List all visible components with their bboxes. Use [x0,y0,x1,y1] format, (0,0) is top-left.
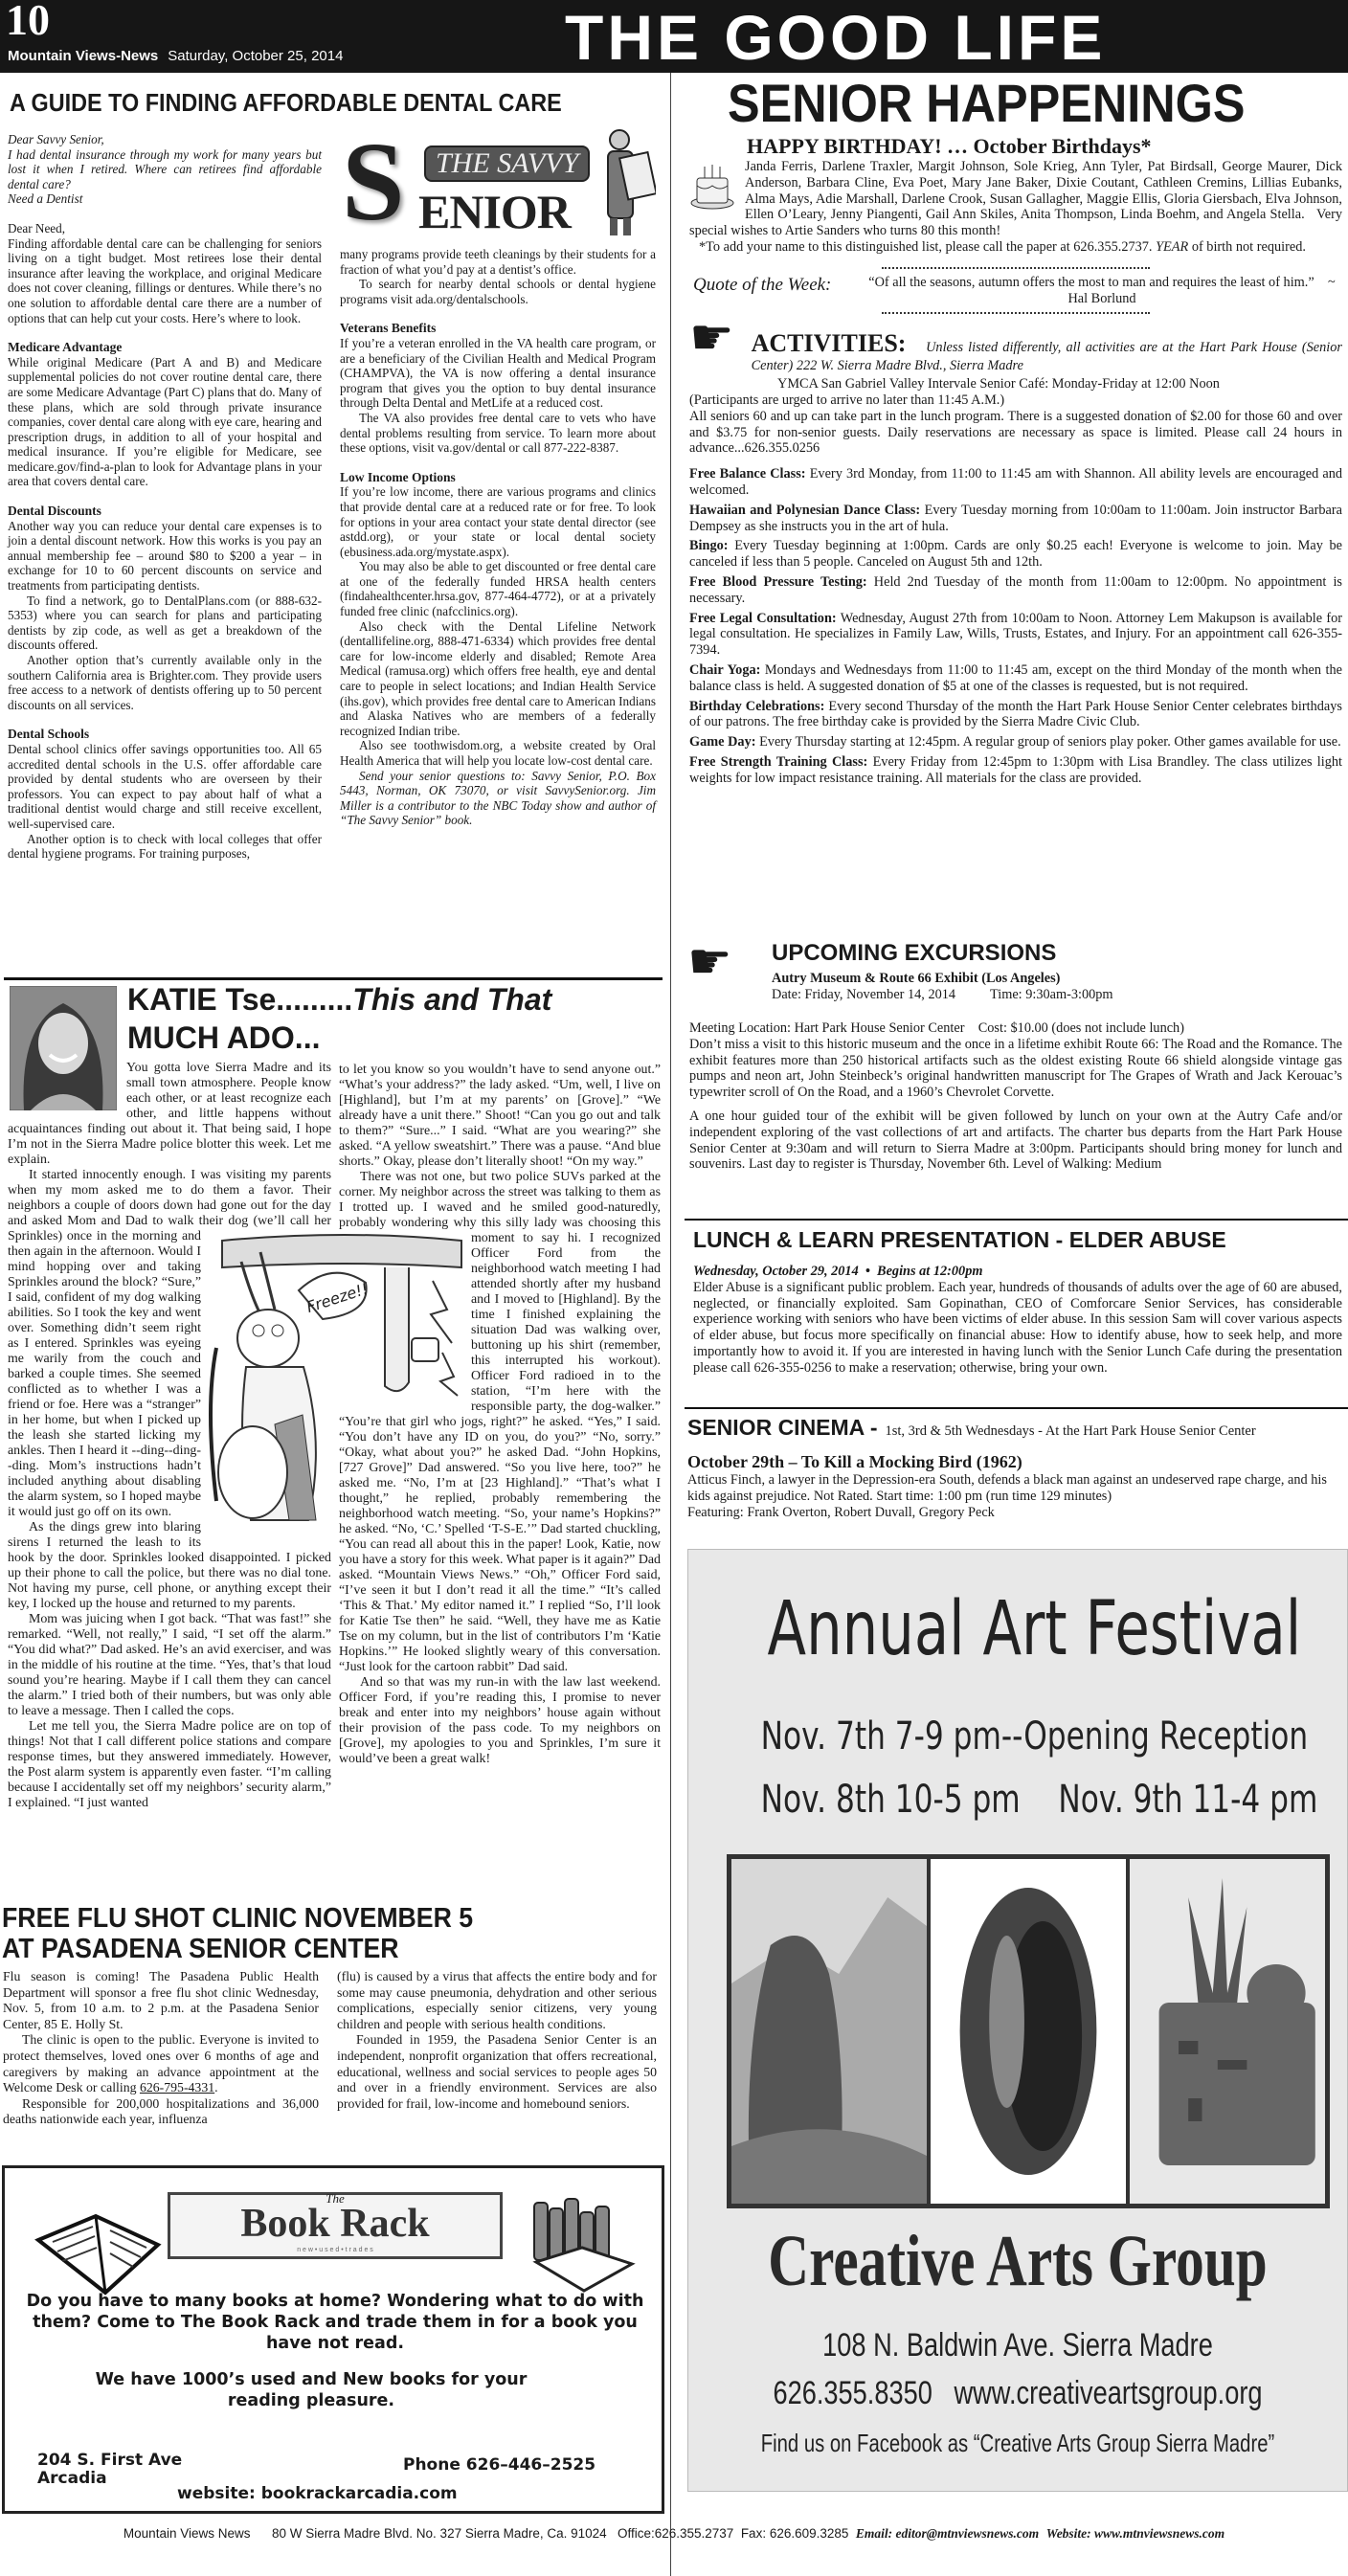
open-book-icon [34,2202,163,2297]
issue-date: Saturday, October 25, 2014 [168,48,344,64]
cinema-body [687,1451,1342,1520]
paragraph: to let you know so you wouldn’t have to send anyone out.” “What’s your address?” the lady asked. “Um, well, I live on [Highland], but I’m at my parents’ on [Grove].” “We already have a unit there.” Shoot! “Can you go out and talk to them?” “Sure...” I said. “What are you wearing?” she asked. “A yellow sweatshirt.” There was a pause. “And blue shorts.” Okay, please don’t literally shoot! “On my way.” [339,1063,661,1169]
excursion-details [689,1020,1342,1173]
activity-item [689,611,1342,659]
birthday-names: Janda Ferris, Darlene Traxler, Margit Johnson, Sole Krieg, Ann Tyler, Pat Birdsall, George Maurer, Dick Anderson, Barbara Cline, Eva Poet, Mary Jane Baker, Dixie Coutant, Cathleen Cremins, Lillias Eubanks, Alma Mays, Adie Marshall, Darlene Crook, Susan Gallagher, Maggie Ellis, Gloria Giersbach, Elva Johnson, Ellen O’Leary, Jenny Piangenti, Gail Ann Skiles, Anita Thompson, Linda Boehm, and Angela Stella. [745,159,1342,223]
activity-item [689,734,1342,750]
paragraph: To search for nearby dental schools or dental hygiene programs visit ada.org/dentalschools. [340,277,656,306]
activity-label: Chair Yoga: [689,661,761,678]
paragraph: To find a network, go to DentalPlans.com (or 888-632-5353) where you can search for plans and participating dentists by zip code, as well as get a breakdown of the discounts offered. [8,593,322,653]
art-festival-ad [687,1549,1348,2492]
paragraph: Another option is to check with local colleges that offer dental hygiene programs. For training purposes, [8,831,322,862]
paragraph-text: The clinic is open to the public. Everyone is invited to protect themselves, loved ones over 6 months of age and caregivers by making an advance appointment at the Welcome Desk or calling [3,2032,319,2095]
birthday-heading: HAPPY BIRTHDAY! … October Birthdays* [747,134,1152,158]
birthday-note-end: of birth not required. [1191,238,1306,255]
activity-text: Held 2nd Tuesday of the month from 11:00am to 12:00pm. No appointment is necessary. [689,573,1342,606]
paragraph: many programs provide teeth cleanings by their students for a fraction of what you’d pay at a dentist’s office. [340,247,656,277]
author-signoff: Send your senior questions to: Savvy Senior, P.O. Box 5443, Norman, OK 73070, or visit SavvySenior.org. Jim Miller is a contributor to the NBC Today show and author of “The Savvy Senior” book. [340,768,656,828]
dental-right-column [340,247,656,828]
activities-header [689,311,1342,374]
lunch-learn-heading: LUNCH & LEARN PRESENTATION - ELDER ABUSE [693,1227,1226,1252]
dental-article-title: A GUIDE TO FINDING AFFORDABLE DENTAL CARE [10,88,562,117]
letter-salutation: Dear Savvy Senior, [8,132,104,146]
address-line: 204 S. First Ave [37,2451,183,2470]
cinema-schedule: 1st, 3rd & 5th Wednesdays - At the Hart Park House Senior Center [885,1423,1256,1439]
paragraph: You may also be able to get discounted or free dental care at one of the federally funded HRSA health centers (findahealthcenter.hrsa.gov, 877-464-4772), or at a privately funded free clinic (nafcclinics.org). [340,559,656,619]
book-rack-ad [2,2165,664,2514]
section-title: THE GOOD LIFE [565,2,1107,73]
activity-label: Hawaiian and Polynesian Dance Class: [689,502,921,518]
paragraph: Let me tell you, the Sierra Madre police are on top of things! Not that I call different police stations and compare response times, but they answered immediately. However, the Post alarm system is apparently even faster. “I’m calling because I accidentally set off my neighbors’ security alarm,” I explained. “I just wanted [8,1719,331,1810]
footer-office: Office:626.355.2737 [617,2526,734,2541]
activity-label: Free Balance Class: [689,466,806,482]
ad-title: Annual Art Festival [767,1586,1302,1672]
birthday-note-emphasis: YEAR [1156,238,1189,255]
subheading-discounts: Dental Discounts [8,504,101,519]
book-rack-logo [168,2192,503,2259]
activity-text: Wednesday, August 27th from 10:00am to Noon. Attorney Lem Makupson is available for legal consultation. He specializes in Family Law, Wills, Trusts, Estates, and Injury. For an appointment call 626-355-7394. [689,610,1343,659]
paragraph: There was not one, but two police SUVs parked at the corner. My neighbor across the street was talking to them as I trotted up. I waved and he smiled good-naturedly, probably wondering why this silly lady was choosing this moment to say hi. I recognized Officer Ford from the neighborhood watch meeting I had attended shortly after my husband and I moved to [Highland]. By the time I finished explaining the situation Dad was walking over, buttoning up his shirt (remember, this interrupted his workout). Officer Ford radioed in to the station, “I’m here with the responsible party, the dog-walker.” “You’re that girl who jogs, right?” he asked. “Yes,” I said. “You don’t have any ID on you, do you?” “No, sorry.” “Okay, what about you?” he asked Dad. “John Hopkins, [727 Grove]” Dad answered. “So you live here, too?” he asked me. “No, I’m at [23 Highland].” “That’s what I thought,” he replied, probably remembering the neighborhood watch meeting. “So, your name’s Hopkins?” he asked. “No, ‘C.’ Spelled ‘T-S-E.’” Dad started chuckling, “You can read all about this in the paper! Look, Katie, now you have a story for this week. What paper is it again?” Dad asked. “Mountain Views News.” “Oh,” Officer Ford said, “I’ve seen it but I don’t read it all the time.” “It’s called ‘This & That.’ My editor named it.” I replied “So, I’ll look for Katie Tse then” he said. “Well, they have me as Katie Tse on my column, but in the list of contributors I’m ‘Katie Hopkins.’” He looked slightly weary of this conversation. “Just look for the cartoon rabbit” Dad said. [339,1170,661,1674]
activities-location: Unless listed differently, all activities are at the Hart Park House (Senior Center) 222 W. Sierra Madre Blvd., Sierra Madre [751,340,1342,374]
footer-email[interactable]: Email: editor@mtnviewsnews.com [855,2526,1040,2541]
landscape-painting-image [731,1859,927,2204]
quote-of-week [689,275,1342,307]
store-website[interactable]: website: bookrackarcadia.com [177,2484,458,2503]
film-cast: Featuring: Frank Overton, Robert Duvall, Gregory Peck [687,1504,995,1520]
stacked-books-icon [527,2195,640,2298]
film-description: Atticus Finch, a lawyer in the Depression-era South, defends a black man against an undeserved rape charge, and his kids against prejudice. Not Rated. Start time: 1:00 pm (run time 129 minutes) [687,1472,1327,1504]
paragraph: Don’t miss a visit to this historic museum and the once in a lifetime exhibit Route 66: The Road and the Romance. The exhibit features more than 250 historical artifacts such as the oldest existing Route 66 shield alongside vintage gas pumps and neon art, John Steinbeck’s original handwritten manuscript for The Grapes of Wrath and Jack Kerouac’s typewriter scroll of On the Road, and a 1960’s Chevrolet Corvette. [689,1036,1342,1101]
excursion-time: Time: 9:30am-3:00pm [990,986,1113,1002]
facebook-note: Find us on Facebook as “Creative Arts Group Sierra Madre” [760,2429,1275,2457]
activity-label: Free Blood Pressure Testing: [689,573,867,590]
subheading-schools: Dental Schools [8,727,90,742]
flu-left-column [3,1969,319,2128]
paragraph: Mom was juicing when I got back. “That was fast!” she remarked. “Well, not really,” I said, “I set off the alarm.” “You did what?” Dad asked. He’s an avid exerciser, and was in the middle of his routine at the time. “Yes, that’s that loud sound you’re hearing. Maybe if I call them they can cancel the alarm.” I tried both of their numbers, but was only able to leave a message. Then I called the cops. [8,1612,331,1718]
rabbit-cartoon [203,1233,465,1543]
paragraph: While original Medicare (Part A and B) and Medicare supplemental policies do not cover routine dental care, there are some Medicare Advantage (Part C) plans that do. Many of these plans, which are sold through private insurance companies, cover dental care along with eye care, hearing and prescription drugs, in addition to all of your hospital and medical insurance. If you’re eligible for Medicare, see medicare.gov/find-a-plan to look for Advantage plans in your area that covers dental care. [8,354,322,489]
store-phone: Phone 626–446–2525 [403,2455,596,2475]
section-rule [685,1219,1348,1221]
section-rule [685,1407,1348,1409]
dotted-separator [882,312,1150,314]
senior-happenings-title: SENIOR HAPPENINGS [728,73,1246,133]
column-name: This and That [352,982,552,1017]
paragraph: Another option that’s currently available only in the southern California area is Brighter.com. They provide users free access to a network of dentists offering up to 50 percent discounts on all services. [8,653,322,712]
organization-name: Creative Arts Group [768,2221,1268,2301]
meeting-location: Meeting Location: Hart Park House Senior Center [689,1020,965,1036]
special-wishes: Very special wishes to Artie Sanders who turns 80 this month! [689,207,1342,239]
activity-item [689,574,1342,607]
pointing-hand-icon: ☛ [687,935,732,990]
paragraph: The VA also provides free dental care to vets who have dental problems resulting from service. To learn more about these options, visit va.gov/dental or call 877-222-8387. [340,410,656,456]
paragraph: Also check with the Dental Lifeline Network (dentallifeline.org, 888-471-6334) which provides free dental care for low-income elderly and disabled; Remote Area Medical (ramusa.org) which offers free health, eye and dental care to people in select locations; and Indian Health Service (ihs.gov), which provides free dental care to American Indians and Alaska Natives who are members of a federally recognized Indian tribe. [340,618,656,738]
footer-website[interactable]: Website: www.mtnviewsnews.com [1045,2526,1225,2541]
paragraph: Also see toothwisdom.org, a website created by Oral Health America that will help you locate low-cost dental care. [340,738,656,768]
column-author: KATIE Tse......... [127,982,353,1017]
rabbit-alarm-cartoon-icon [203,1233,465,1543]
section-rule [4,977,663,980]
birthday-cake-icon [689,157,735,211]
dotted-separator [882,267,1150,269]
page-number: 10 [6,0,50,44]
logo-letter: S [342,119,405,244]
paragraph: Elder Abuse is a significant public problem. Each year, hundreds of thousands of adults over the age of 60 are abused, neglected, or financially exploited. Sam Gopinathan, CEO of Comforcare Senior Services, has considerable experience working with seniors who have been victims of elder abuse. In this session Sam will cover various aspects of elder abuse, but focus more specifically on financial abuse: How to identify abuse, how to seek help, and more importantly how to avoid it. If you are interested in having lunch with the Senior Lunch Cafe during the presentation please call 626-355-0256 to make a reservation; otherwise, bring your own. [693,1279,1342,1376]
paragraph: And so that was my run-in with the law last weekend. Officer Ford, if you’re reading this, I promise to never break and enter into my neighbors’ house again without their provision of the pass code. To my neighbors on [Grove], my apologies to you and Sprinkles, I’m sure it would’ve been a great walk! [339,1675,661,1766]
column-divider [670,73,671,2576]
activity-item [689,466,1342,499]
excursion-name: Autry Museum & Route 66 Exhibit (Los Angeles) [772,971,1061,986]
excursion-date: Date: Friday, November 14, 2014 [772,986,956,1002]
column-title [127,982,551,1018]
paragraph: It started innocently enough. I was visiting my parents when my mom asked me to do them a favor. Their neighbors a couple of doors down had gone out for the day and asked Mom and Dad to walk their dog (we’ll call her Sprinkles) once in the morning and then again in the afternoon. Would I mind hopping over and taking Sprinkles around the block? “Sure,” I said, confident of my dog walking abilities. So I took the key and went over. Something didn’t seem right as I entered. Sprinkles was eyeing me warily from the couch and barked a couple times. She seemed conflicted as to whether I was a friend or foe. Here was a “stranger” in her home, but when I picked up the leash she started licking my ankles. Then I heard it --ding--ding--ding. Mom’s instructions hadn’t included anything about disabling the alarm system, so I hoped maybe it would just go off on its own. [8,1168,331,1519]
event-date: Wednesday, October 29, 2014 [693,1264,859,1279]
title-line: FREE FLU SHOT CLINIC NOVEMBER 5 [2,1903,474,1934]
ymca-note: (Participants are urged to arrive no later than 11:45 A.M.) [689,392,1005,408]
activity-item [689,538,1342,571]
bangle-bracelet-image [931,1859,1126,2204]
cinema-header [687,1415,1256,1441]
artwork-gallery [727,1854,1330,2208]
phone-link[interactable]: 626-795-4331 [139,2080,215,2095]
cinema-heading: SENIOR CINEMA - [687,1415,878,1440]
logo-banner: THE SAVVY [424,146,590,182]
letter-question: I had dental insurance through my work for many years but lost it when I retired. Where can retirees find affordable dental care? [8,146,322,191]
organization-website[interactable]: www.creativeartsgroup.org [954,2375,1263,2411]
activity-item [689,503,1342,535]
flu-article-title [2,1903,473,1964]
happenings-content [689,134,1342,787]
paragraph: (flu) is caused by a virus that affects the entire body and for some may cause pneumonia, dehydration and other serious complications, especially senior citizens, very young children and people with serious health conditions. [337,1969,657,2031]
footer-paper: Mountain Views News [123,2526,251,2541]
organization-address: 108 N. Baldwin Ave. Sierra Madre [822,2327,1213,2363]
ad-text: We have 1000’s used and New books for your reading pleasure. [95,2370,528,2410]
paragraph: You gotta love Sierra Madre and its small town atmosphere. People know each other, or at least recognize each other, and little happens without acquaintances finding out about it. That being said, I hope I’m not in the Sierra Madre police blotter this week. Let me explain. [8,1061,331,1167]
savvy-senior-logo [340,119,656,244]
paragraph: Dental school clinics offer savings opportunities too. All 65 accredited dental schools in the U.S. offer affordable care provided by dental students who are overseen by their professors. You can expect to pay about half of what a traditional dentist would charge and still receive excellent, well-supervised care. [8,741,322,831]
paragraph: As the dings grew into blaring sirens I returned the leash to its hook by the door. Sprinkles looked disappointed. I picked up their phone to call the police, but there was no dial tone. Not having my purse, cell phone, or anything except their key, I locked up the house and returned to my parents. [8,1520,331,1611]
organization-contact [754,2375,1281,2412]
subheading-medicare: Medicare Advantage [8,340,123,355]
letter-signature: Need a Dentist [8,191,83,207]
reply-greeting: Dear Need, [8,220,66,235]
paragraph: If you’re a veteran enrolled in the VA health care program, or are a beneficiary of the Civilian Health and Medical Program (CHAMPVA), the VA is now offering a dental insurance program that gives you the option to buy dental insurance through Delta Dental and MetLife at a reduced cost. [340,335,656,411]
activity-label: Free Legal Consultation: [689,610,837,626]
paragraph: Founded in 1959, the Pasadena Senior Center is an independent, nonprofit organization that offers recreational, educational, wellness and social services to people ages 50 and over in a friendly environment. Services are also provided for frail, low-income and homebound seniors. [337,2032,657,2111]
excursion-cost: Cost: $10.00 (does not include lunch) [977,1020,1184,1036]
paragraph: If you’re low income, there are various programs and clinics that provide dental care at a reduced rate or for free. To look for options in your area contact your state dental director (see astdd.org), or your state or local dental society (ebusiness.ada.org/mystate.aspx). [340,484,656,559]
subheading-low-income: Low Income Options [340,469,456,484]
paragraph: The clinic is open to the public. Everyone is invited to protect themselves, loved ones over 6 months of age and caregivers by making an advance appointment at the Welcome Desk or calling 626-795-4331. [3,2032,319,2095]
logo-word: ENIOR [418,185,571,238]
address-line: Arcadia [37,2469,107,2488]
activities-heading: ACTIVITIES: [751,329,907,358]
activity-label: Free Strength Training Class: [689,753,868,770]
birthday-note: *To add your name to this distinguished list, please call the paper at 626.355.2737. [699,238,1153,255]
logo-tagline: n e w • u s e d • t r a d e s [297,2247,373,2253]
activity-text: Every 3rd Monday, from 11:00 to 11:45 am with Shannon. All ability levels are encouraged and welcomed. [689,466,1342,498]
succulent-pot-image [1130,1859,1325,2204]
flu-right-column [337,1969,657,2112]
pointing-hand-icon: ☛ [689,311,734,367]
logo-small-text: The [326,2191,345,2206]
paragraph: Responsible for 200,000 hospitalizations and 36,000 deaths nationwide each year, influenza [3,2095,319,2127]
event-dates-line: Nov. 7th 7-9 pm--Opening Reception [760,1714,1309,1758]
intro-paragraph: Finding affordable dental care can be challenging for seniors living on a tight budget. Most retirees lose their dental insurance after leaving the workplace, and original Medicare does not cover cleaning, fillings or dentures. While there’s no one solution to affordable dental care there are a number of options that can help cut your costs. Here’s where to look. [8,235,322,325]
event-date: Nov. 9th 11-4 pm [1058,1778,1318,1822]
excursions-heading: UPCOMING EXCURSIONS [772,940,1057,966]
activity-item [689,662,1342,695]
activity-text: Every second Thursday of the month the Hart Park House Senior Center celebrates birthdays of our patrons. The free birthday cake is provided by the Sierra Madre Civic Club. [689,698,1342,730]
quote-text: “Of all the seasons, autumn offers the most to man and requires the least of him.” [868,274,1314,290]
activity-label: Game Day: [689,734,756,750]
activity-text: Every Friday from 12:45pm to 1:30pm with Lisa Brandley. The class utilizes light weights for low impact resistance training. All materials for the class are provided. [689,753,1342,786]
ad-text: Do you have to many books at home? Wondering what to do with them? Come to The Book Rack and trade them in for a book you have not read. [26,2292,644,2353]
paper-name: Mountain Views-News [8,48,159,64]
subheading-veterans: Veterans Benefits [340,321,437,336]
activity-text: Mondays and Wednesdays from 11:00 to 11:45 am, except on the third Monday of the month when the balance class is held. A suggested donation of $5 at one of the classes is requested, but is not required. [689,661,1342,694]
lunch-learn-body: Wednesday, October 29, 2014 • Begins at 12:00pm Elder Abuse is a significant public problem. Each year, hundreds of thousands of adults over the age of 60 are abused, neglected, or financially exploited. Sam Gopinathan, CEO of Comforcare Senior Services, has considerable experience working with seniors who have been victims of elder abuse. In this session Sam will cover various aspects of elder abuse, but focus more specifically on financial abuse: How to identify abuse, how to seek help, and more importantly how to avoid it. If you are interested in having lunch with the Senior Lunch Cafe during the presentation please call 626-355-0256 to make a reservation; otherwise, bring your own. [693,1264,1342,1376]
excursion-header [772,971,1337,1003]
film-title: October 29th – To Kill a Mocking Bird (1962) [687,1452,1022,1471]
quote-label: Quote of the Week: [693,274,832,295]
event-date: Nov. 8th 10-5 pm [760,1778,1021,1822]
event-time: Begins at 12:00pm [877,1264,983,1279]
paragraph: A one hour guided tour of the exhibit will be given followed by lunch on your own at the Autry Cafe and/or independent exploring of the vast collections of art and artifacts. The charter bus departs from the Hart Park House Senior Center at 9:30am and will return to Sierra Madre at 3:00pm. Participants should bring money for lunch and souvenirs. Last day to register is Thursday, November 6th. Level of Walking: Medium [689,1108,1342,1173]
masthead [8,48,343,64]
footer-address: 80 W Sierra Madre Blvd. No. 327 Sierra Madre, Ca. 91024 [272,2526,607,2541]
ymca-cafe: YMCA San Gabriel Valley Intervale Senior Café: Monday-Friday at 12:00 Noon [777,376,1220,392]
title-line: AT PASADENA SENIOR CENTER [2,1934,399,1964]
activity-item [689,699,1342,731]
newspaper-reader-icon [598,126,656,241]
paragraph: Another way you can reduce your dental care expenses is to join a dental discount network. How this works is you pay an annual membership fee – around $80 to $200 a year – in exchange for 10 to 60 percent discounts on service and treatments from participating dentists. [8,518,322,594]
activity-item [689,754,1342,787]
speech-bubble-text: Freeze!! [303,1279,371,1317]
activity-label: Birthday Celebrations: [689,698,825,714]
store-address [37,2452,182,2488]
quote-author: ~ Hal Borlund [1067,274,1336,306]
activity-text: Every Thursday starting at 12:45pm. A regular group of seniors play poker. Other games available for use. [759,734,1341,750]
footer-fax: Fax: 626.609.3285 [740,2526,849,2541]
event-dates-line [760,1778,1318,1822]
paragraph: Flu season is coming! The Pasadena Public Health Department will sponsor a free flu shot clinic Wednesday, Nov. 5, from 10 a.m. to 2 p.m. at the Pasadena Senior Center, 85 E. Holly St. [3,1969,319,2031]
activity-label: Bingo: [689,538,729,554]
organization-phone: 626.355.8350 [773,2375,932,2411]
dental-left-column [8,132,322,862]
activity-text: Every Tuesday morning from 10:00am to 11:00am. Join instructor Barbara Dempsey as she instructs you in the art of hula. [689,502,1342,534]
logo-text: Book Rack [240,2202,430,2246]
lunch-program: All seniors 60 and up can take part in the lunch program. There is a suggested donation of $2.00 for those 60 and over and $3.75 for non-senior guests. Daily reservations are necessary as space is limited. Please call 24 hours in advance...626.355.0256 [689,408,1342,457]
column-subtitle: MUCH ADO... [127,1020,321,1055]
activity-text: Every Tuesday beginning at 1:00pm. Cards are only $0.25 each! Everyone is welcome to join. May be canceled if less than 5 people. Canceled on August 5th and 12th. [689,538,1342,571]
page-footer [0,2526,1348,2542]
